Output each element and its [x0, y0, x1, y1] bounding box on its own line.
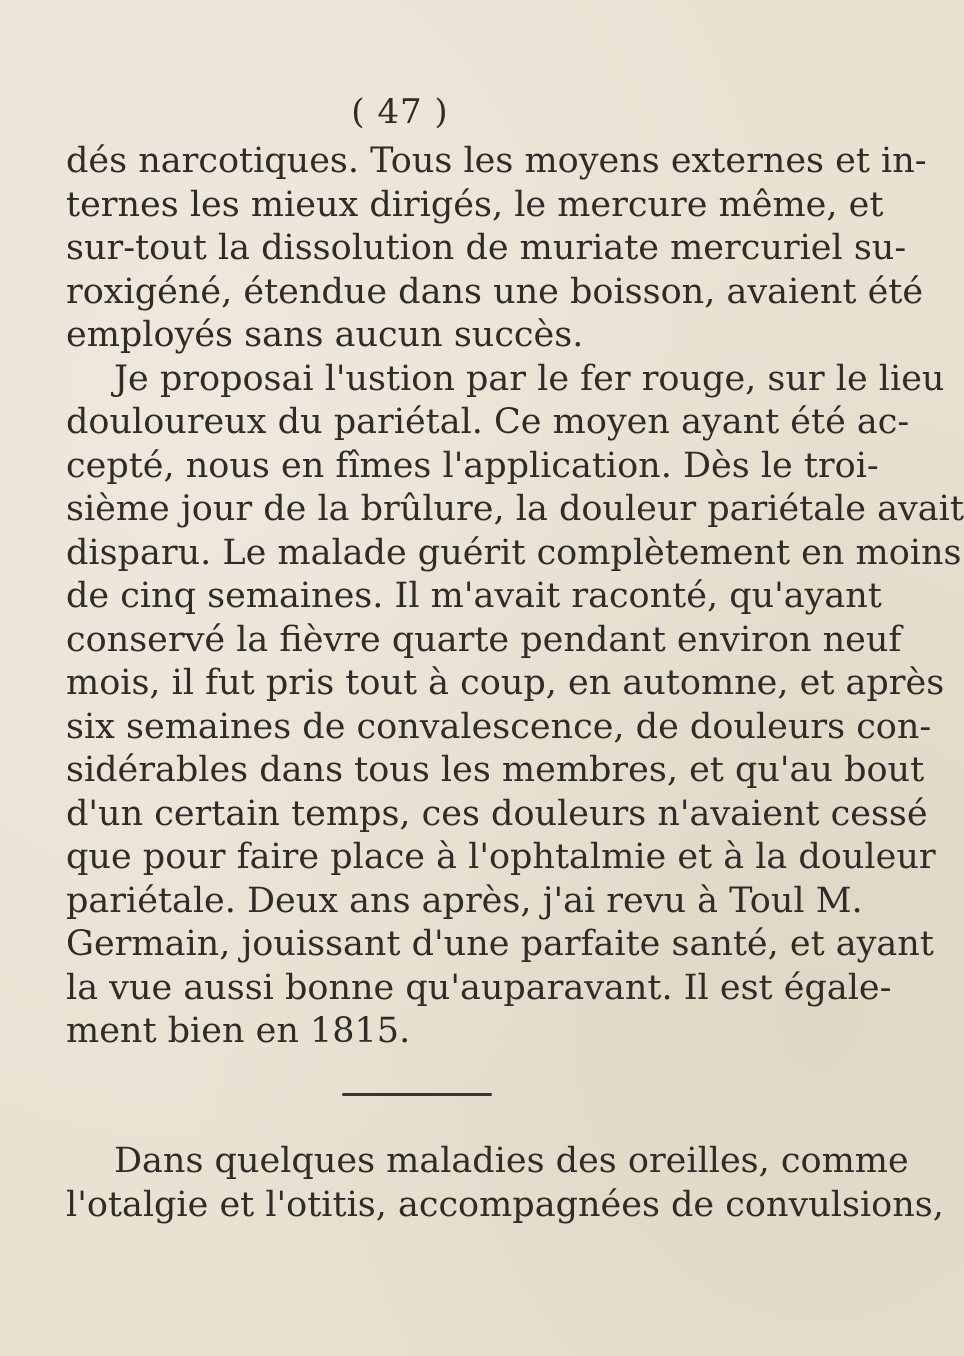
text-line: employés sans aucun succès.	[66, 315, 584, 355]
text-line: ternes les mieux dirigés, le mercure même, et	[66, 185, 884, 225]
text-line: la vue aussi bonne qu'auparavant. Il est égale-	[66, 968, 892, 1008]
text-line: sième jour de la brûlure, la douleur pariétale avait	[66, 489, 964, 529]
page-number: ( 47 )	[351, 92, 449, 132]
text-line: ment bien en 1815.	[66, 1011, 411, 1051]
text-line: d'un certain temps, ces douleurs n'avaient cessé	[66, 794, 928, 834]
text-line: sidérables dans tous les membres, et qu'au bout	[66, 750, 925, 790]
text-line: disparu. Le malade guérit complètement en moins	[66, 533, 962, 573]
text-line: Je proposai l'ustion par le fer rouge, sur le lieu	[114, 359, 945, 399]
text-line: conservé la fièvre quarte pendant environ neuf	[66, 620, 902, 660]
text-line: cepté, nous en fîmes l'application. Dès le troi-	[66, 446, 879, 486]
text-line: Germain, jouissant d'une parfaite santé, et ayant	[66, 924, 934, 964]
text-line: que pour faire place à l'ophtalmie et à la douleur	[66, 837, 936, 877]
text-line: pariétale. Deux ans après, j'ai revu à Toul M.	[66, 881, 863, 921]
text-line: six semaines de convalescence, de douleurs con-	[66, 707, 932, 747]
text-line: dés narcotiques. Tous les moyens externes et in-	[66, 141, 927, 181]
text-line: roxigéné, étendue dans une boisson, avaient été	[66, 272, 924, 312]
text-line: douloureux du pariétal. Ce moyen ayant été ac-	[66, 402, 910, 442]
text-line: sur-tout la dissolution de muriate mercuriel su-	[66, 228, 907, 268]
text-line: mois, il fut pris tout à coup, en automne, et après	[66, 663, 945, 703]
section-divider	[342, 1093, 492, 1096]
text-line: l'otalgie et l'otitis, accompagnées de convulsions,	[66, 1185, 944, 1225]
text-line: Dans quelques maladies des oreilles, comme	[114, 1141, 909, 1181]
text-line: de cinq semaines. Il m'avait raconté, qu'ayant	[66, 576, 882, 616]
